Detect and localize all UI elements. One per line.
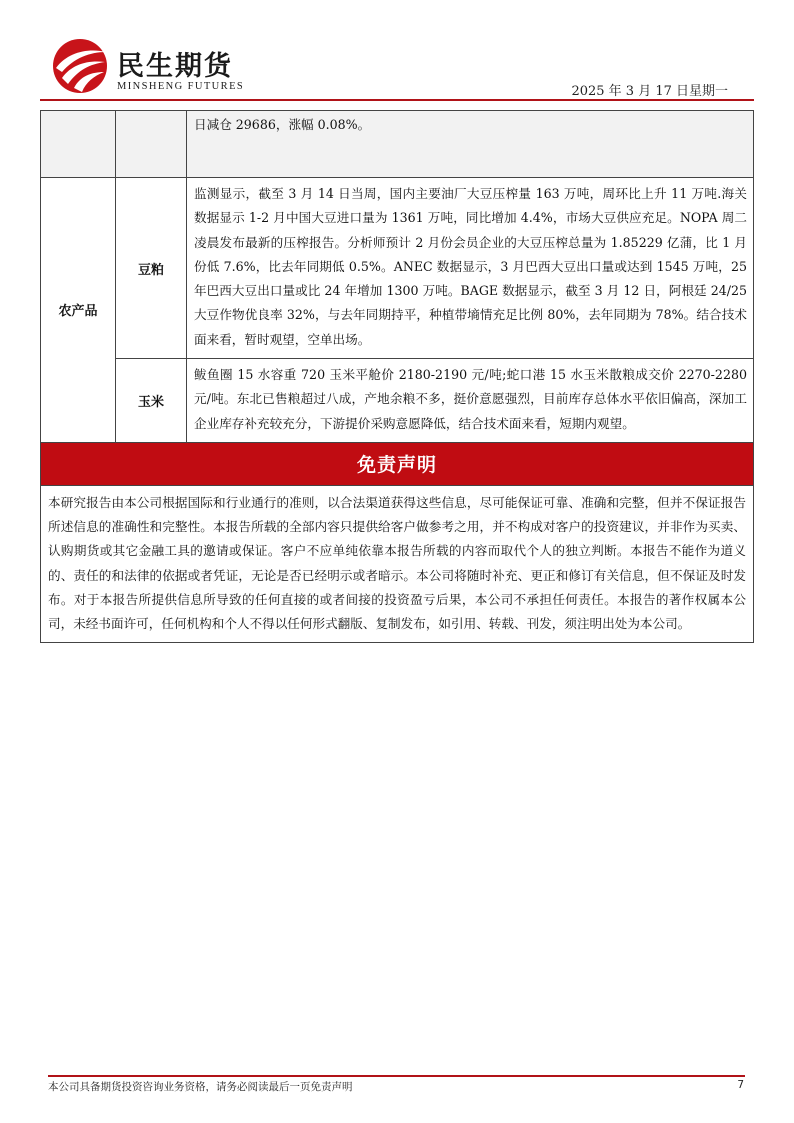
company-name: 民生期货 — [117, 51, 233, 82]
table-cell-empty — [41, 111, 116, 178]
category-cell: 农产品 — [41, 178, 116, 443]
table-cell-empty — [116, 111, 187, 178]
disclaimer-header-row — [41, 442, 754, 485]
header-divider — [40, 99, 754, 101]
table-row — [41, 359, 754, 443]
report-table-container — [40, 110, 753, 643]
footer-divider — [48, 1075, 745, 1077]
minsheng-logo-icon — [50, 38, 110, 94]
page-header — [0, 0, 794, 110]
table-cell-text: 日减仓 29686，涨幅 0.08%。 — [187, 111, 754, 178]
company-name-en: MINSHENG FUTURES — [117, 81, 245, 92]
table-row — [41, 111, 754, 178]
footer-notice: 本公司具备期货投资咨询业务资格，请务必阅读最后一页免责声明 — [48, 1081, 353, 1093]
report-date: 2025 年 3 月 17 日星期一 — [571, 84, 728, 99]
report-table — [40, 110, 754, 643]
disclaimer-body-row — [41, 485, 754, 642]
sub-category-cell: 豆粕 — [116, 178, 187, 359]
sub-category-cell: 玉米 — [116, 359, 187, 443]
page-number: 7 — [737, 1079, 744, 1091]
table-row — [41, 178, 754, 359]
table-cell-text: 鲅鱼圈 15 水容重 720 玉米平舱价 2180-2190 元/吨;蛇口港 15 水玉米散粮成交价 2270-2280 元/吨。东北已售粮超过八成，产地余粮不多，挺价意愿强烈，目前库存总体水平依旧偏高，深加工企业库存补充较充分，下游提价采购意愿降低，结合技术面来看，短期内观望。 — [187, 359, 754, 443]
disclaimer-title: 免责声明 — [41, 442, 754, 485]
table-cell-text: 监测显示，截至 3 月 14 日当周，国内主要油厂大豆压榨量 163 万吨，周环比上升 11 万吨.海关数据显示 1-2 月中国大豆进口量为 1361 万吨，同比增加 4.4%，市场大豆供应充足。NOPA 周二凌晨发布最新的压榨报告。分析师预计 2 月份会员企业的大豆压榨总量为 1.85229 亿蒲，比 1 月份低 7.6%，比去年同期低 0.5%。ANEC 数据显示，3 月巴西大豆出口量或达到 1545 万吨，25 年巴西大豆出口量或比 24 年增加 1300 万吨。BAGE 数据显示，截至 3 月 12 日，阿根廷 24/25 大豆作物优良率 32%，与去年同期持平，种植带墒情充足比例 80%，去年同期为 78%。结合技术面来看，暂时观望，空单出场。 — [187, 178, 754, 359]
disclaimer-text: 本研究报告由本公司根据国际和行业通行的准则，以合法渠道获得这些信息，尽可能保证可靠、准确和完整，但并不保证报告所述信息的准确性和完整性。本报告所载的全部内容只提供给客户做参考之用，并不构成对客户的投资建议，并非作为买卖、认购期货或其它金融工具的邀请或保证。客户不应单纯依靠本报告所载的内容而取代个人的独立判断。本报告不能作为道义的、责任的和法律的依据或者凭证，无论是否已经明示或者暗示。本公司将随时补充、更正和修订有关信息，但不保证及时发布。对于本报告所提供信息所导致的任何直接的或者间接的投资盈亏后果，本公司不承担任何责任。本报告的著作权属本公司，未经书面许可，任何机构和个人不得以任何形式翻版、复制发布，如引用、转载、刊发，须注明出处为本公司。 — [41, 485, 754, 642]
